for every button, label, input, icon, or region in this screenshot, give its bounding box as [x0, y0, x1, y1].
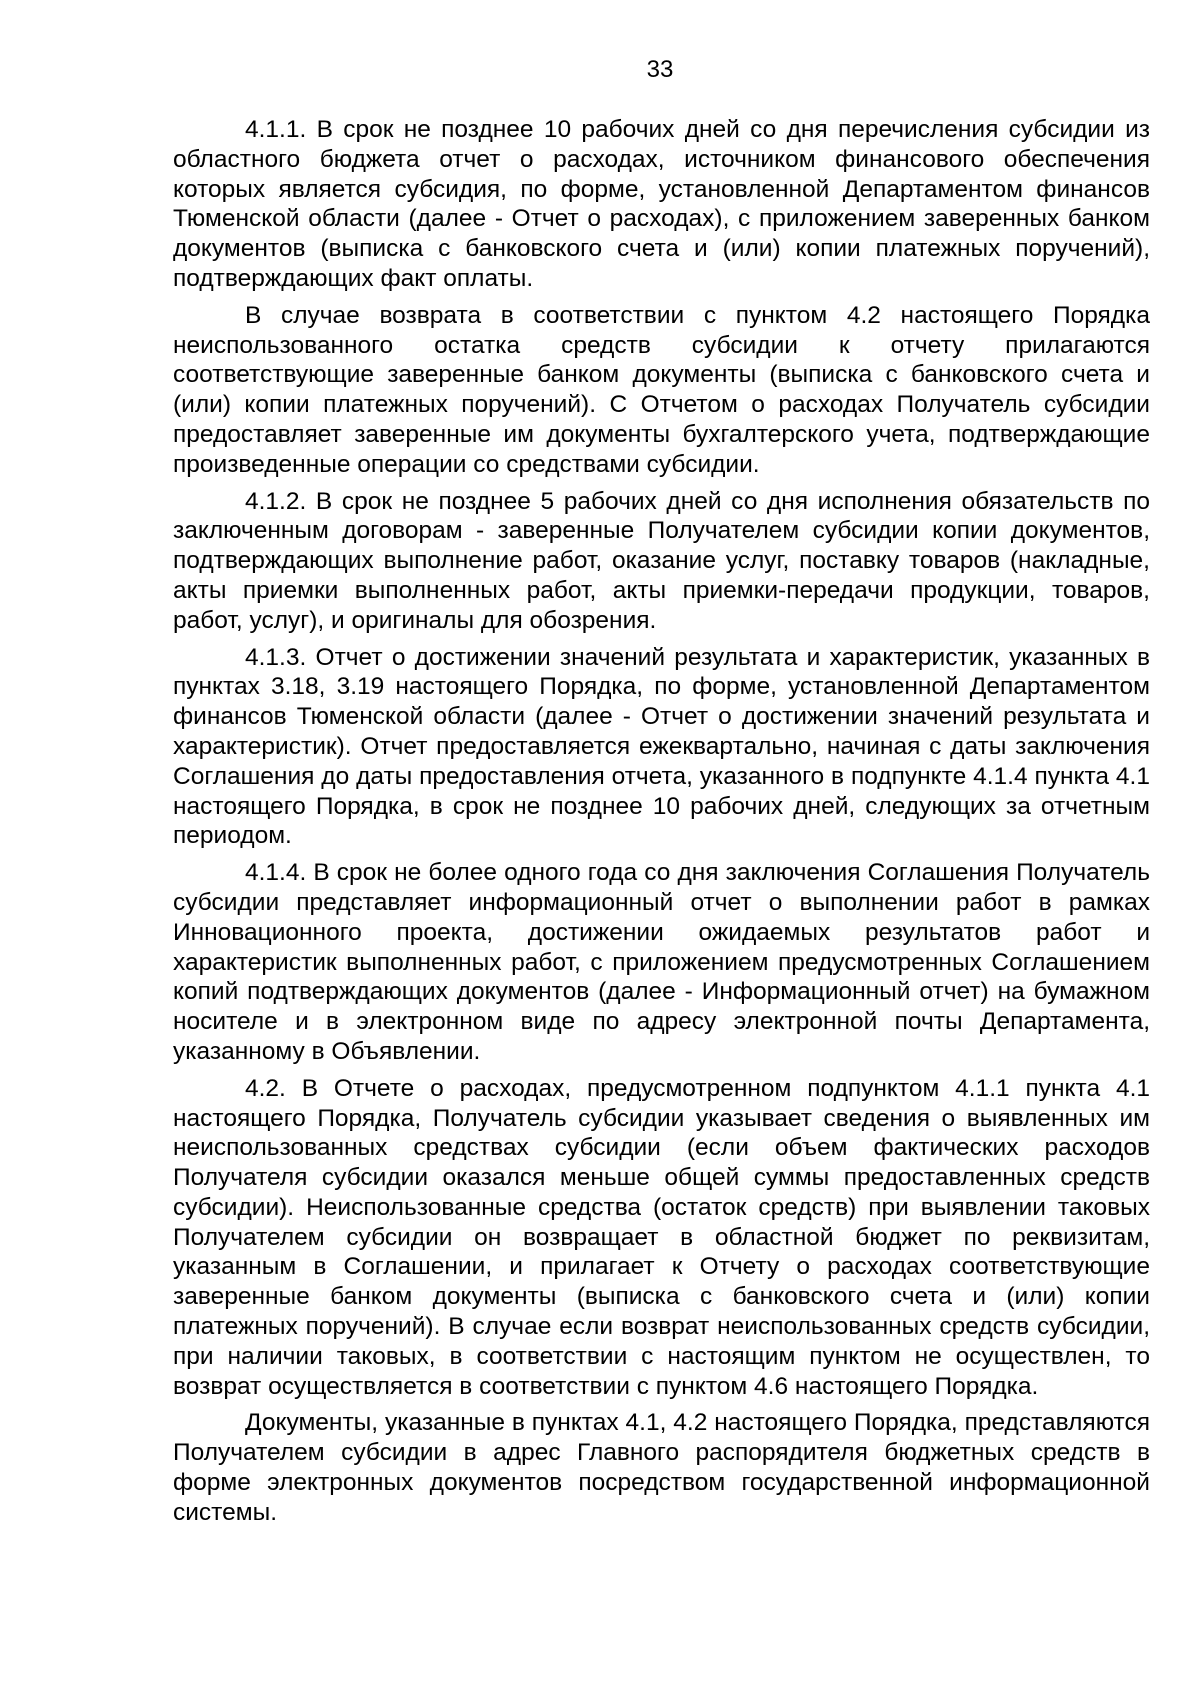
- paragraph-4-2: 4.2. В Отчете о расходах, предусмотренном подпунктом 4.1.1 пункта 4.1 настоящего Порядка, Получатель субсидии указывает сведения о выявленных им неиспользованных средствах субсидии (если объем фактических расходов Получателя субсидии оказался меньше общей суммы предоставленных средств субсидии). Неиспользованные средства (остаток средств) при выявлении таковых Получателем субсидии он возвращает в областной бюджет по реквизитам, указанным в Соглашении, и прилагает к Отчету о расходах соответствующие заверенные банком документы (выписка с банковского счета и (или) копии платежных поручений). В случае если возврат неиспользованных средств субсидии, при наличии таковых, в соответствии с настоящим пунктом не осуществлен, то возврат осуществляется в соответствии с пунктом 4.6 настоящего Порядка.: [173, 1074, 1150, 1400]
- paragraph-return-case: В случае возврата в соответствии с пунктом 4.2 настоящего Порядка неиспользованного остатка средств субсидии к отчету прилагаются соответствующие заверенные банком документы (выписка с банковского счета и (или) копии платежных поручений). С Отчетом о расходах Получатель субсидии предоставляет заверенные им документы бухгалтерского учета, подтверждающие произведенные операции со средствами субсидии.: [173, 301, 1150, 478]
- page-number: 33: [646, 56, 674, 83]
- document-body: [173, 115, 1150, 1535]
- paragraph-4-1-3: 4.1.3. Отчет о достижении значений результата и характеристик, указанных в пунктах 3.18, 3.19 настоящего Порядка, по форме, установленной Департаментом финансов Тюменской области (далее - Отчет о достижении значений результата и характеристик). Отчет предоставляется ежеквартально, начиная с даты заключения Соглашения до даты предоставления отчета, указанного в подпункте 4.1.4 пункта 4.1 настоящего Порядка, в срок не позднее 10 рабочих дней, следующих за отчетным периодом.: [173, 643, 1150, 850]
- paragraph-4-1-4: 4.1.4. В срок не более одного года со дня заключения Соглашения Получатель субсидии представляет информационный отчет о выполнении работ в рамках Инновационного проекта, достижении ожидаемых результатов работ и характеристик выполненных работ, с приложением предусмотренных Соглашением копий подтверждающих документов (далее - Информационный отчет) на бумажном носителе и в электронном виде по адресу электронной почты Департамента, указанному в Объявлении.: [173, 859, 1150, 1065]
- paragraph-4-1-1: 4.1.1. В срок не позднее 10 рабочих дней со дня перечисления субсидии из областного бюджета отчет о расходах, источником финансового обеспечения которых является субсидия, по форме, установленной Департаментом финансов Тюменской области (далее - Отчет о расходах), с приложением заверенных банком документов (выписка с банковского счета и (или) копии платежных поручений), подтверждающих факт оплаты.: [173, 116, 1150, 292]
- paragraph-documents: Документы, указанные в пунктах 4.1, 4.2 настоящего Порядка, представляются Получателем субсидии в адрес Главного распорядителя бюджетных средств в форме электронных документов посредством государственной информационной системы.: [173, 1409, 1150, 1526]
- paragraph-4-1-2: 4.1.2. В срок не позднее 5 рабочих дней со дня исполнения обязательств по заключенным договорам - заверенные Получателем субсидии копии документов, подтверждающих выполнение работ, оказание услуг, поставку товаров (накладные, акты приемки выполненных работ, акты приемки-передачи продукции, товаров, работ, услуг), и оригиналы для обозрения.: [173, 487, 1150, 634]
